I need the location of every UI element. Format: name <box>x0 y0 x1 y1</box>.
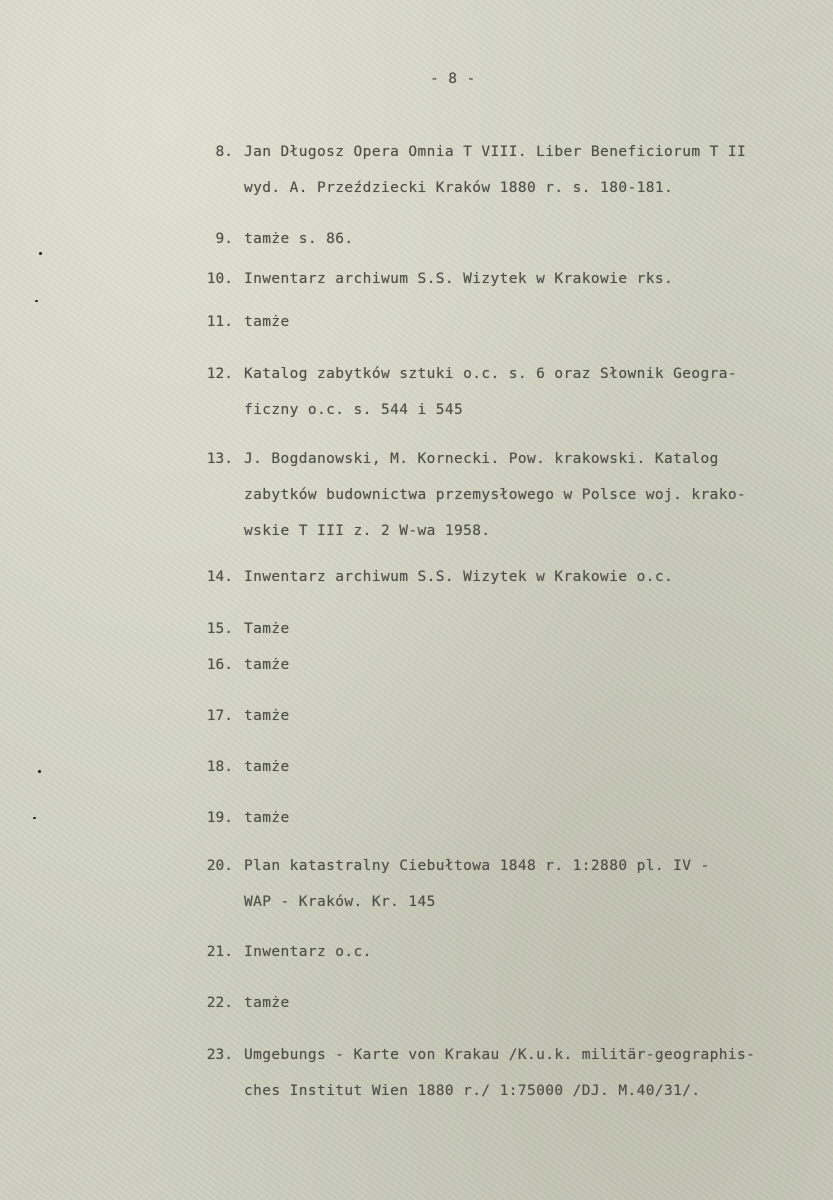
footnote-text-line: tamże <box>244 657 290 673</box>
footnote-text-line: Inwentarz archiwum S.S. Wizytek w Krakowie o.c. <box>244 569 674 585</box>
footnote-text-line: wyd. A. Przeździecki Kraków 1880 r. s. 180-181. <box>244 180 674 196</box>
footnote-number: 11. <box>206 314 233 330</box>
footnote-number: 22. <box>206 995 233 1011</box>
footnote-text-line: tamże <box>244 759 290 775</box>
footnote-text-line: ches Institut Wien 1880 r./ 1:75000 /DJ. M.40/31/. <box>244 1083 701 1099</box>
ink-speck <box>38 770 41 773</box>
footnote-number: 16. <box>206 657 233 673</box>
footnote-text-line: tamże <box>244 708 290 724</box>
footnote-text-line: tamże <box>244 995 290 1011</box>
footnote-number: 18. <box>206 759 233 775</box>
footnote-text-line: tamże <box>244 810 290 826</box>
footnote-text-line: Jan Długosz Opera Omnia T VIII. Liber Beneficiorum T II <box>244 144 747 160</box>
footnote-text-line: Tamże <box>244 621 290 637</box>
footnote-text-line: ficzny o.c. s. 544 i 545 <box>244 402 464 418</box>
footnote-number: 8. <box>215 144 233 160</box>
footnote-text-line: Umgebungs - Karte von Krakau /K.u.k. militär-geographis- <box>244 1047 756 1063</box>
footnote-number: 21. <box>206 944 233 960</box>
footnote-number: 12. <box>206 366 233 382</box>
footnote-number: 20. <box>206 858 233 874</box>
footnote-text-line: Inwentarz o.c. <box>244 944 372 960</box>
page-number: - 8 - <box>430 71 476 87</box>
footnote-text-line: zabytków budownictwa przemysłowego w Polsce woj. krako- <box>244 487 747 503</box>
footnote-text-line: tamże s. 86. <box>244 231 354 247</box>
footnote-number: 13. <box>206 451 233 467</box>
footnote-number: 17. <box>206 708 233 724</box>
footnote-text-line: Plan katastralny Ciebułtowa 1848 r. 1:2880 pl. IV - <box>244 858 710 874</box>
footnote-text-line: Inwentarz archiwum S.S. Wizytek w Krakowie rks. <box>244 271 674 287</box>
footnote-text-line: tamże <box>244 314 290 330</box>
footnote-number: 9. <box>215 231 233 247</box>
footnote-text-line: J. Bogdanowski, M. Kornecki. Pow. krakowski. Katalog <box>244 451 719 467</box>
footnote-text-line: Katalog zabytków sztuki o.c. s. 6 oraz Słownik Geogra- <box>244 366 738 382</box>
footnote-number: 14. <box>206 569 233 585</box>
footnote-number: 19. <box>206 810 233 826</box>
footnote-number: 15. <box>206 621 233 637</box>
footnote-text-line: WAP - Kraków. Kr. 145 <box>244 894 436 910</box>
ink-speck <box>35 300 38 302</box>
footnote-number: 10. <box>206 271 233 287</box>
ink-speck <box>39 252 42 255</box>
footnote-number: 23. <box>206 1047 233 1063</box>
ink-speck <box>33 817 36 819</box>
footnote-text-line: wskie T III z. 2 W-wa 1958. <box>244 523 491 539</box>
